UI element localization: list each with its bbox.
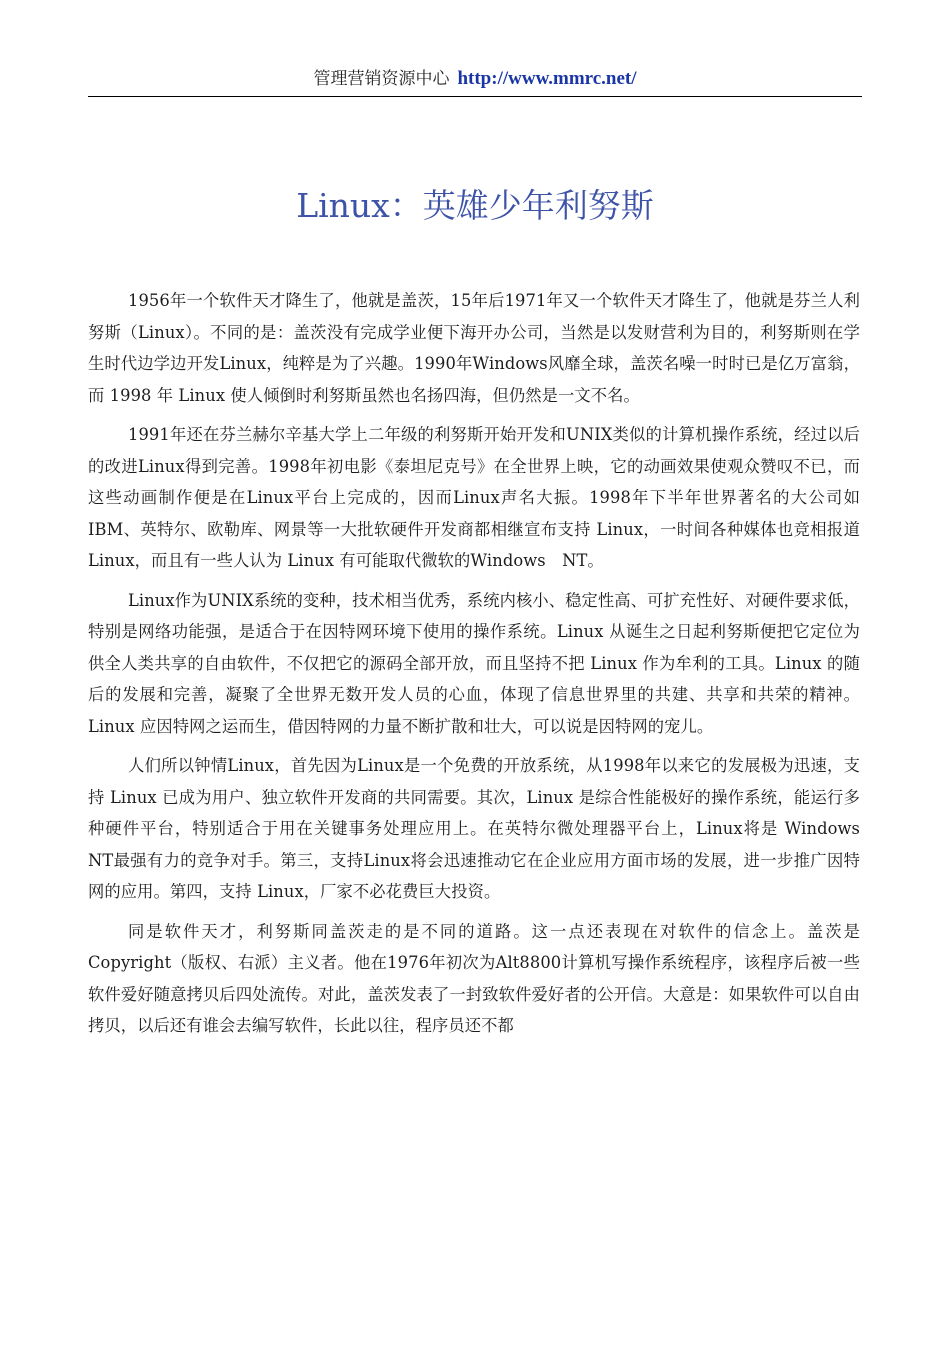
header-divider <box>88 96 862 97</box>
paragraph: 人们所以钟情Linux，首先因为Linux是一个免费的开放系统，从1998年以来它的发展极为迅速，支持 Linux 已成为用户、独立软件开发商的共同需要。其次，Linux 是综合性能极好的操作系统，能运行多种硬件平台，特别适合于用在关键事务处理应用上。在英特尔微处理器平台上，Linux将是 Windows NT最强有力的竞争对手。第三，支持Linux将会迅速推动它在企业应用方面市场的发展，进一步推广因特网的应用。第四，支持 Linux，厂家不必花费巨大投资。 <box>88 756 877 901</box>
header-org-name: 管理营销资源中心 <box>313 69 450 89</box>
paragraph: 同是软件天才，利努斯同盖茨走的是不同的道路。这一点还表现在对软件的信念上。盖茨是Copyright（版权、右派）主义者。他在1976年初次为Alt8800计算机写操作系统程序，该程序后被一些软件爱好随意拷贝后四处流传。对此，盖茨发表了一封致软件爱好者的公开信。大意是：如果软件可以自由拷贝，以后还有谁会去编写软件，长此以往，程序员还不都 <box>88 921 860 1035</box>
page-title: Linux：英雄少年利努斯 <box>296 186 654 225</box>
article-body <box>88 285 877 1050</box>
paragraph: 1991年还在芬兰赫尔辛基大学上二年级的利努斯开始开发和UNIX类似的计算机操作系统，经过以后的改进Linux得到完善。1998年初电影《泰坦尼克号》在全世界上映，它的动画效果使观众赞叹不已，而这些动画制作便是在Linux平台上完成的，因而Linux声名大振。1998年下半年世界著名的大公司如IBM、英特尔、欧勒库、网景等一大批软硬件开发商都相继宣布支持 Linux，一时间各种媒体也竞相报道 Linux，而且有一些人认为 Linux 有可能取代微软的Windows NT。 <box>88 425 860 570</box>
header-url-link[interactable]: http://www.mmrc.net/ <box>457 68 637 89</box>
page-header <box>88 66 862 92</box>
paragraph: 1956年一个软件天才降生了，他就是盖茨，15年后1971年又一个软件天才降生了，他就是芬兰人利努斯（Linux）。不同的是：盖茨没有完成学业便下海开办公司，当然是以发财营利为目的，利努斯则在学生时代边学边开发Linux，纯粹是为了兴趣。1990年Windows风靡全球，盖茨名噪一时时已是亿万富翁，而 1998 年 Linux 使人倾倒时利努斯虽然也名扬四海，但仍然是一文不名。 <box>88 291 860 405</box>
paragraph: Linux作为UNIX系统的变种，技术相当优秀，系统内核小、稳定性高、可扩充性好、对硬件要求低，特别是网络功能强，是适合于在因特网环境下使用的操作系统。Linux 从诞生之日起利努斯便把它定位为供全人类共享的自由软件，不仅把它的源码全部开放，而且坚持不把 Linux 作为牟利的工具。Linux 的随后的发展和完善，凝聚了全世界无数开发人员的心血，体现了信息世界里的共建、共享和共荣的精神。Linux 应因特网之运而生，借因特网的力量不断扩散和壮大，可以说是因特网的宠儿。 <box>88 590 860 736</box>
